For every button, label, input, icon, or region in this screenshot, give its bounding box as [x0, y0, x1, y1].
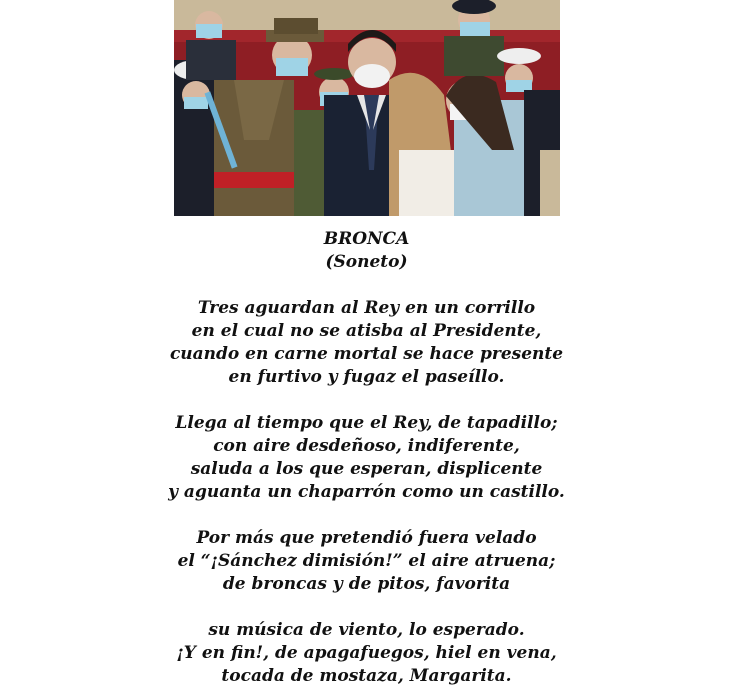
poem-subtitle: (Soneto) — [325, 252, 408, 272]
poem-line: cuando en carne mortal se hace presente — [169, 344, 564, 364]
photo-illustration — [174, 0, 560, 216]
ceremony-photo — [174, 0, 560, 216]
poem-title: BRONCA — [323, 229, 410, 249]
poem-line: Llega al tiempo que el Rey, de tapadillo; — [175, 413, 558, 433]
poem-line: su música de viento, lo esperado. — [208, 620, 525, 640]
poem-line: y aguanta un chaparrón como un castillo. — [168, 482, 565, 502]
poem — [0, 228, 733, 688]
poem-line: Por más que pretendió fuera velado — [196, 528, 537, 548]
poem-line: en el cual no se atisba al Presidente, — [191, 321, 542, 341]
poem-line: el “¡Sánchez dimisión!” el aire atruena; — [177, 551, 556, 571]
poem-line: con aire desdeñoso, indiferente, — [213, 436, 520, 456]
poem-line: en furtivo y fugaz el paseíllo. — [228, 367, 505, 387]
poem-line: Tres aguardan al Rey en un corrillo — [197, 298, 536, 318]
poem-line: ¡Y en fin!, de apagafuegos, hiel en vena, — [176, 643, 557, 663]
poem-line: tocada de mostaza, Margarita. — [221, 666, 512, 686]
poem-line: saluda a los que esperan, displicente — [190, 459, 543, 479]
poem-line: de broncas y de pitos, favorita — [222, 574, 511, 594]
